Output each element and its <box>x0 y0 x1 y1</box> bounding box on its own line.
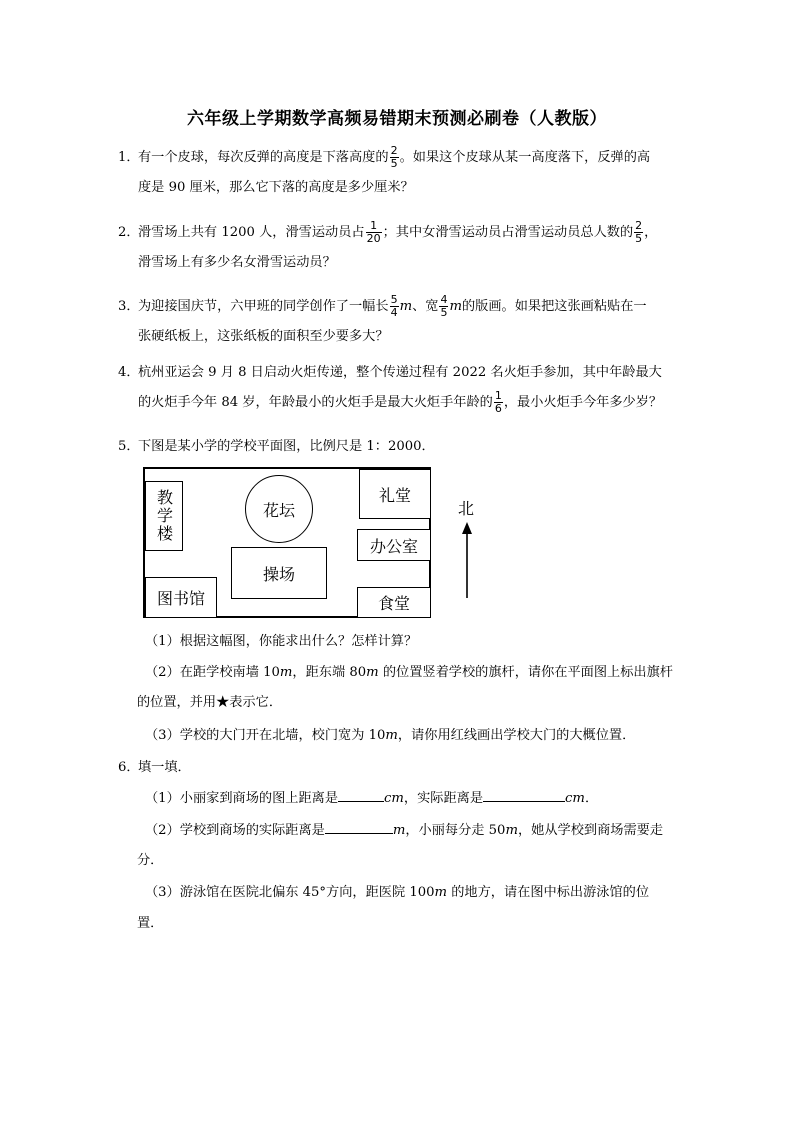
auditorium: 礼堂 <box>359 469 431 519</box>
question-6 <box>118 753 678 783</box>
q6-sub-2: （2）学校到商场的实际距离是 m，小丽每分走 50m，她从学校到商场需要走 <box>145 816 685 846</box>
question-text: 杭州亚运会 9 月 8 日启动火炬传递，整个传递过程有 2022 名火炬手参加，其中年龄最大 <box>138 365 662 380</box>
fraction: $\frac{5}{4}$ <box>390 293 398 319</box>
question-text: 有一个皮球，每次反弹的高度是下落高度的 $\frac{2}{5}$ 。如果这个皮球从某一高度落下，反弹的高 <box>138 144 651 170</box>
question-number: 5． <box>118 439 140 454</box>
fraction: $\frac{1}{20}$ <box>366 219 381 245</box>
question-1 <box>118 143 678 203</box>
q6-sub-3: （3）游泳馆在医院北偏东 45°方向，距医院 100m 的地方，请在图中标出游泳馆的位 <box>145 885 650 900</box>
school-map[interactable] <box>143 467 431 618</box>
q5-sub-3: （3）学校的大门开在北墙，校门宽为 10m，请你用红线画出学校大门的大概位置． <box>145 728 636 743</box>
question-text-line2: 滑雪场上有多少名女滑雪运动员？ <box>138 255 336 270</box>
answer-blank[interactable] <box>483 787 565 802</box>
fraction: $\frac{4}{5}$ <box>440 293 448 319</box>
q5-sub-2-line2: 的位置，并用★表示它． <box>137 695 283 710</box>
q6-sub-3-line2: 置． <box>137 916 164 931</box>
q6-sub-2-line2: 分． <box>137 853 164 868</box>
question-text-line2: 度是 90 厘米，那么它下落的高度是多少厘米？ <box>138 180 414 195</box>
answer-blank[interactable] <box>338 787 384 802</box>
question-2 <box>118 218 678 278</box>
answer-blank[interactable] <box>325 819 393 834</box>
question-3 <box>118 292 678 352</box>
north-arrow-icon <box>461 522 473 598</box>
north-label: 北 <box>458 499 475 518</box>
fraction: $\frac{2}{5}$ <box>635 219 643 245</box>
page-title: 六年级上学期数学高频易错期末预测必刷卷（人教版） <box>187 109 607 129</box>
question-number: 1． <box>118 150 140 165</box>
question-text: 下图是某小学的学校平面图，比例尺是 1：2000． <box>138 439 435 454</box>
q5-sub-1: （1）根据这幅图，你能求出什么？怎样计算？ <box>145 634 418 649</box>
question-number: 4． <box>118 365 140 380</box>
flower-bed: 花坛 <box>245 475 313 543</box>
teaching-building: 教学楼 <box>145 481 183 551</box>
question-text: 填一填． <box>138 760 191 775</box>
question-text-line2: 张硬纸板上，这张纸板的面积至少要多大？ <box>138 329 389 344</box>
playground: 操场 <box>231 547 327 599</box>
question-5 <box>118 432 678 462</box>
fraction: $\frac{1}{6}$ <box>494 389 502 415</box>
question-text-line2: 的火炬手今年 84 岁，年龄最小的火炬手是最大火炬手年龄的 $\frac{1}{6}$ ，最小火炬手今年多少岁？ <box>138 389 663 415</box>
question-number: 6． <box>118 760 140 775</box>
q6-sub-1: （1）小丽家到商场的图上距离是 cm，实际距离是 cm． <box>145 784 685 814</box>
q5-sub-2: （2）在距学校南墙 10m，距东端 80m 的位置竖着学校的旗杆，请你在平面图上标出旗杆 <box>145 665 673 680</box>
fraction: $\frac{2}{5}$ <box>390 144 398 170</box>
library: 图书馆 <box>145 577 217 618</box>
question-text: 为迎接国庆节，六甲班的同学创作了一幅长 $\frac{5}{4}$ m、宽 $\frac{4}{5}$ m的版画。如果把这张画粘贴在一 <box>138 293 647 319</box>
question-number: 3． <box>118 299 140 314</box>
question-text: 滑雪场上共有 1200 人，滑雪运动员占 $\frac{1}{20}$ ；其中女滑雪运动员占滑雪运动员总人数的 $\frac{2}{5}$ ， <box>138 219 658 245</box>
question-number: 2． <box>118 225 140 240</box>
canteen: 食堂 <box>357 587 431 618</box>
question-4 <box>118 358 678 418</box>
office: 办公室 <box>357 529 431 561</box>
